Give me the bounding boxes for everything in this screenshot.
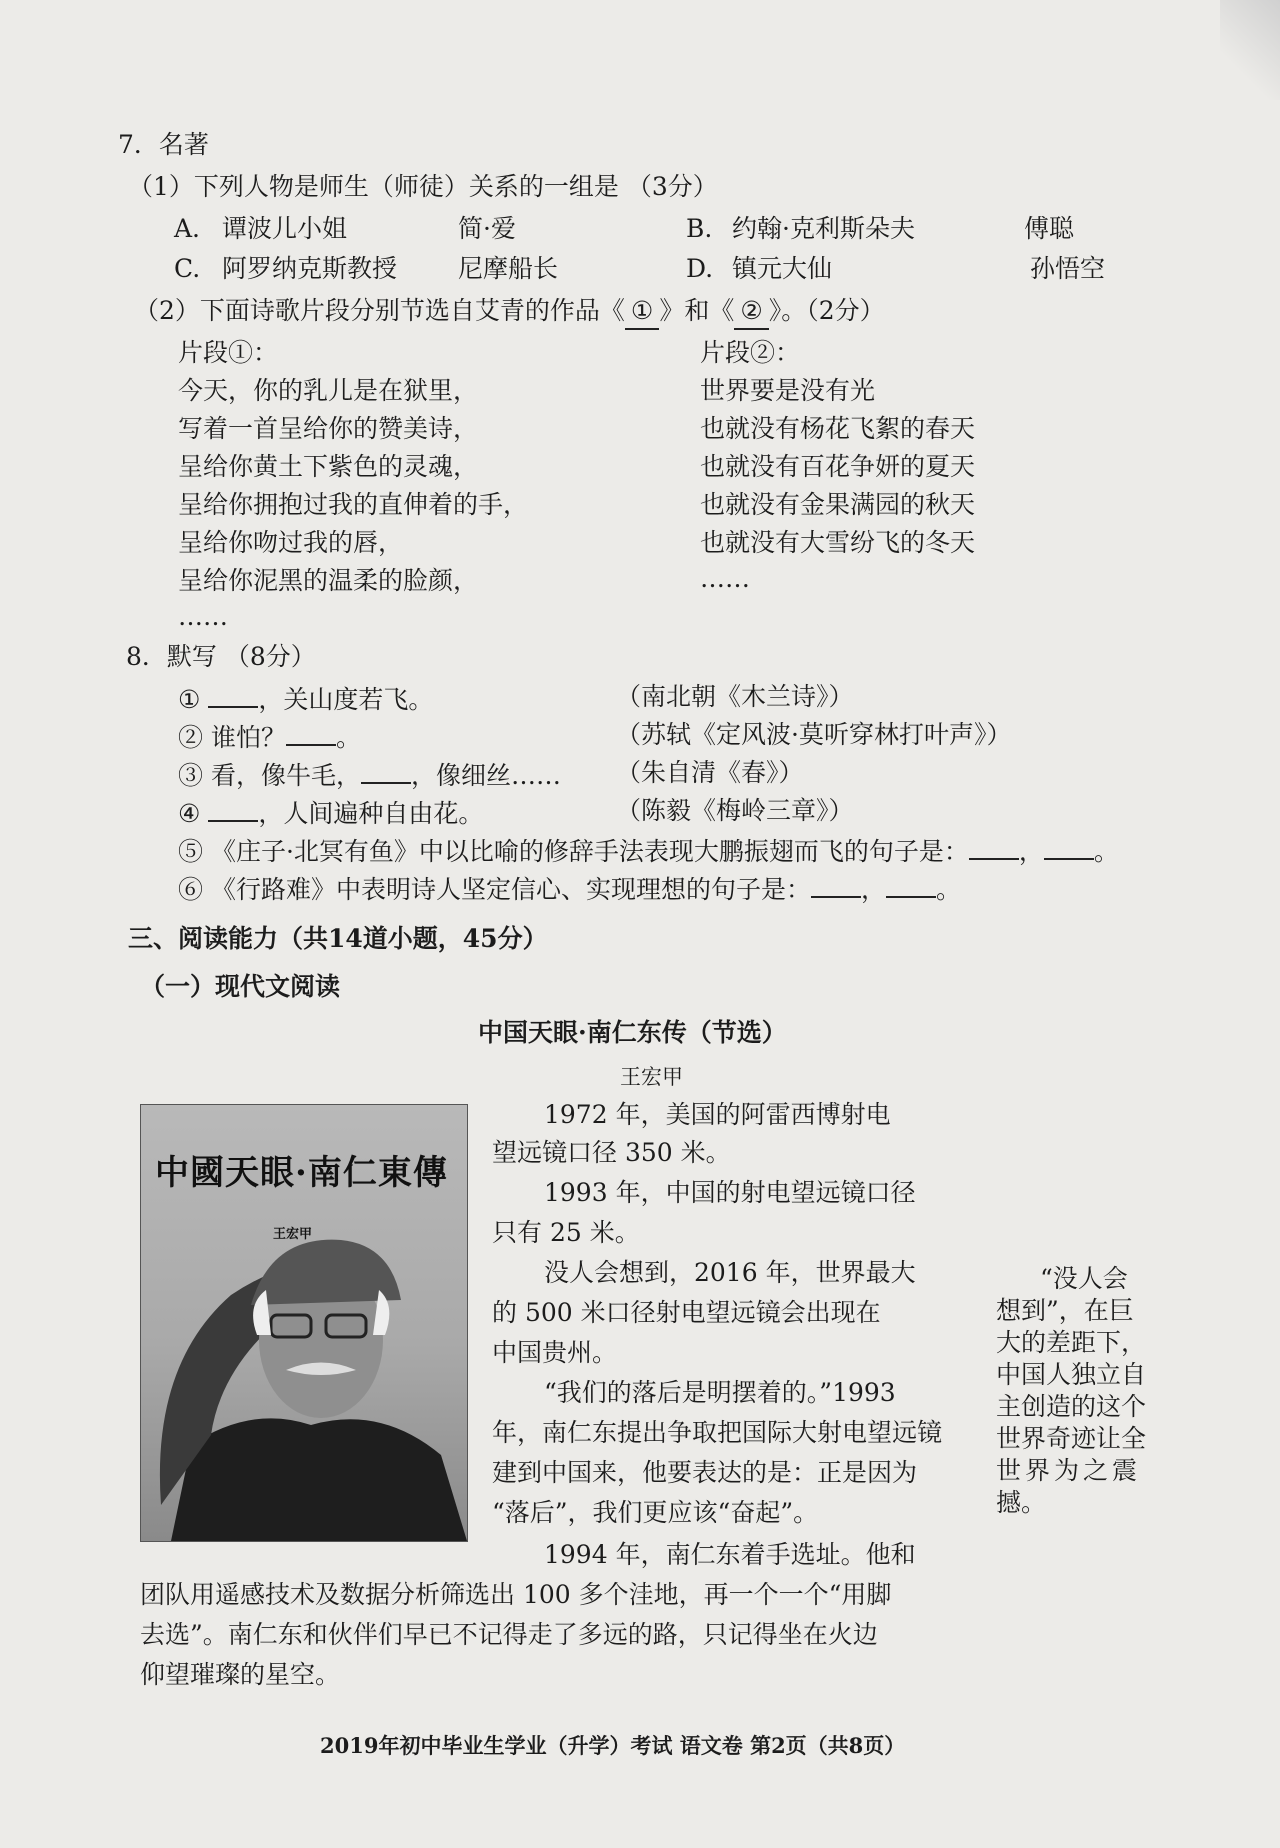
article-line: 1972 年，美国的阿雷西博射电 [544,1100,891,1129]
q8-item-1-source: （南北朝《木兰诗》） [616,682,854,711]
fragment1-line: …… [178,602,228,631]
portrait-illustration [141,1105,467,1541]
article-line: “落后”，我们更应该“奋起”。 [492,1498,819,1527]
margin-note-line: “没人会 [1040,1264,1128,1293]
q8-item-3 [178,756,561,793]
article-line: 没人会想到，2016 年，世界最大 [544,1258,916,1287]
margin-note-line: 世界为之震 [996,1456,1142,1485]
q7-option-a-letter: A. [174,214,201,243]
answer-blank[interactable] [1044,832,1094,860]
q8-item-2 [178,718,361,755]
item-text: ⑥ 《行路难》中表明诗人坚定信心、实现理想的句子是： [178,875,811,904]
q7-option-b-person1: 约翰·克利斯朵夫 [732,214,915,243]
q7-option-d-person1: 镇元大仙 [732,254,833,283]
q7-option-c-letter: C. [174,254,201,283]
article-line: 1994 年，南仁东着手选址。他和 [544,1540,916,1569]
article-line: 望远镜口径 350 米。 [492,1138,731,1167]
item-number: ③ [178,761,204,790]
q8-item-2-source: （苏轼《定风波·莫听穿林打叶声》） [616,720,1012,749]
q8-item-3-source: （朱自清《春》） [616,758,804,787]
section3-subheading: （一）现代文阅读 [140,972,341,1001]
q8-item-5 [178,832,1119,869]
fragment2-line: 也就没有百花争妍的夏天 [700,452,976,481]
margin-note-line: 世界奇迹让全 [996,1424,1147,1453]
section3-heading: 三、阅读能力（共14道小题，45分） [128,924,548,953]
article-line: “我们的落后是明摆着的。”1993 [544,1378,896,1407]
q7-sub2-blank1: ① [625,294,659,330]
answer-blank[interactable] [286,718,336,746]
article-line: 的 500 米口径射电望远镜会出现在 [492,1298,881,1327]
q7-sub2-post: 》。（2分） [768,296,885,325]
q7-option-c-person1: 阿罗纳克斯教授 [222,254,398,283]
cover-author: 王宏甲 [273,1227,313,1242]
fragment1-line: 呈给你泥黑的温柔的脸颜， [178,566,479,595]
item-text: 。 [335,723,361,752]
answer-blank[interactable] [886,870,936,898]
fragment1-title: 片段①： [178,338,279,367]
punctuation: 。 [935,875,961,904]
q8-item-4 [178,794,483,831]
q8-item-1 [178,680,433,717]
article-line: 中国贵州。 [492,1338,618,1367]
article-line: 1993 年，中国的射电望远镜口径 [544,1178,916,1207]
q8-item-4-source: （陈毅《梅岭三章》） [616,796,854,825]
article-title: 中国天眼·南仁东传（节选） [478,1018,787,1047]
cover-title: 中國天眼·南仁東傳 [155,1153,448,1193]
q7-option-b-person2: 傅聪 [1024,214,1075,243]
margin-note-line: 大的差距下， [996,1328,1147,1357]
article-line: 年，南仁东提出争取把国际大射电望远镜 [492,1418,943,1447]
fragment2-line: 也就没有杨花飞絮的春天 [700,414,976,443]
fragment2-line: 也就没有金果满园的秋天 [700,490,976,519]
answer-blank[interactable] [969,832,1019,860]
q7-option-a-person1: 谭波儿小姐 [222,214,348,243]
q7-sub2 [134,294,885,330]
item-number: ① [178,685,201,714]
punctuation: ， [1018,837,1044,866]
item-text: ，像细丝…… [410,761,561,790]
answer-blank[interactable] [208,794,258,822]
punctuation: ， [860,875,886,904]
page-footer: 2019年初中毕业生学业（升学）考试 语文卷 第2页（共8页） [320,1733,906,1758]
fragment2-line: …… [700,564,750,593]
q7-option-d-person2: 孙悟空 [1030,254,1106,283]
margin-note-line: 主创造的这个 [996,1392,1147,1421]
margin-note-line: 撼。 [996,1488,1047,1517]
fragment2-line: 世界要是没有光 [700,376,876,405]
article-line: 建到中国来，他要表达的是：正是因为 [492,1458,918,1487]
q7-title: 7．名著 [118,130,209,159]
fragment1-line: 今天，你的乳儿是在狱里， [178,376,479,405]
margin-note-line: 想到”，在巨 [996,1296,1134,1325]
fragment1-line: 呈给你黄土下紫色的灵魂， [178,452,479,481]
fragment1-line: 呈给你拥抱过我的直伸着的手， [178,490,529,519]
article-line-full: 团队用遥感技术及数据分析筛选出 100 多个洼地，再一个一个“用脚 [140,1580,892,1609]
answer-blank[interactable] [811,870,861,898]
item-number: ④ [178,799,201,828]
answer-blank[interactable] [208,680,258,708]
article-line-full: 仰望璀璨的星空。 [140,1660,341,1689]
q7-option-c-person2: 尼摩船长 [458,254,559,283]
q8-item-6 [178,870,961,907]
fragment2-title: 片段②： [700,338,801,367]
item-text: 看，像牛毛， [210,761,361,790]
page-corner-glare [1220,0,1280,100]
item-text: ，关山度若飞。 [258,685,434,714]
q7-option-d-letter: D. [686,254,714,283]
q7-option-a-person2: 简·爱 [458,214,516,243]
article-author: 王宏甲 [620,1065,683,1089]
book-cover-image [140,1104,468,1542]
answer-blank[interactable] [361,756,411,784]
q7-option-b-letter: B. [686,214,713,243]
punctuation: 。 [1093,837,1119,866]
item-number: ② [178,723,204,752]
q7-sub2-pre: （2）下面诗歌片段分别节选自艾青的作品《 [134,296,625,325]
q8-title: 8．默写 （8分） [126,642,316,671]
item-text: 谁怕？ [210,723,286,752]
q7-sub2-blank2: ② [734,294,768,330]
article-line-full: 去选”。南仁东和伙伴们早已不记得走了多远的路，只记得坐在火边 [140,1620,878,1649]
q7-sub1: （1）下列人物是师生（师徒）关系的一组是 （3分） [128,172,718,201]
item-text: ，人间遍种自由花。 [258,799,484,828]
fragment1-line: 写着一首呈给你的赞美诗， [178,414,479,443]
article-line: 只有 25 米。 [492,1218,640,1247]
item-text: ⑤ 《庄子·北冥有鱼》中以比喻的修辞手法表现大鹏振翅而飞的句子是： [178,837,969,866]
fragment1-line: 呈给你吻过我的唇， [178,528,404,557]
fragment2-line: 也就没有大雪纷飞的冬天 [700,528,976,557]
margin-note-line: 中国人独立自 [996,1360,1147,1389]
q7-sub2-mid: 》和《 [659,296,735,325]
